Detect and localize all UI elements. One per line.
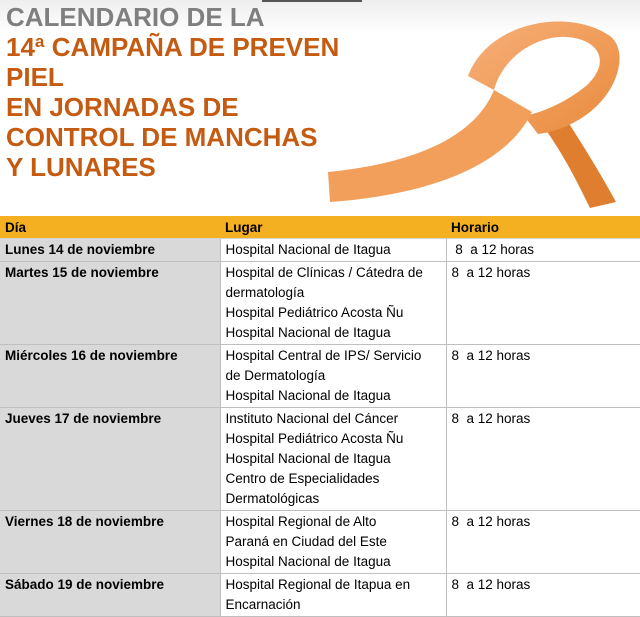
title-line: EN JORNADAS DE bbox=[6, 92, 239, 122]
table-row bbox=[0, 408, 640, 511]
table-row bbox=[0, 239, 640, 262]
day-cell: Miércoles 16 de noviembre bbox=[0, 345, 220, 408]
hours-cell: 8 a 12 horas bbox=[446, 239, 640, 262]
place-cell bbox=[220, 408, 446, 511]
place-line: Hospital Regional de Alto bbox=[225, 514, 377, 529]
place-line: Hospital Central de IPS/ Servicio bbox=[225, 348, 422, 363]
place-line: Hospital Nacional de Itagua bbox=[225, 242, 391, 257]
place-line: Dermatológicas bbox=[225, 491, 320, 506]
awareness-ribbon-icon bbox=[318, 12, 640, 212]
hours-cell: 8 a 12 horas bbox=[446, 511, 640, 574]
place-line: Hospital de Clínicas / Cátedra de bbox=[225, 265, 423, 280]
column-header-day: Día bbox=[0, 216, 220, 239]
place-cell bbox=[220, 574, 446, 617]
column-header-hours: Horario bbox=[446, 216, 640, 239]
place-line: de Dermatología bbox=[225, 368, 326, 383]
place-line: Hospital Pediátrico Acosta Ñu bbox=[225, 305, 404, 320]
title-line: PIEL bbox=[6, 62, 64, 92]
place-line: dermatología bbox=[225, 285, 305, 300]
place-line: Hospital Nacional de Itagua bbox=[225, 388, 391, 403]
table-row bbox=[0, 262, 640, 345]
ribbon-tail-left bbox=[328, 90, 532, 202]
day-cell: Viernes 18 de noviembre bbox=[0, 511, 220, 574]
day-cell: Sábado 19 de noviembre bbox=[0, 574, 220, 617]
title-line: Y LUNARES bbox=[6, 152, 156, 182]
place-line: Instituto Nacional del Cáncer bbox=[225, 411, 399, 426]
title-line: CONTROL DE MANCHAS bbox=[6, 122, 318, 152]
hours-cell: 8 a 12 horas bbox=[446, 574, 640, 617]
day-cell: Martes 15 de noviembre bbox=[0, 262, 220, 345]
place-line: Hospital Nacional de Itagua bbox=[225, 554, 391, 569]
hours-cell: 8 a 12 horas bbox=[446, 408, 640, 511]
day-cell: Lunes 14 de noviembre bbox=[0, 239, 220, 262]
place-cell bbox=[220, 262, 446, 345]
place-line: Hospital Pediátrico Acosta Ñu bbox=[225, 431, 404, 446]
table-row bbox=[0, 574, 640, 617]
hours-cell: 8 a 12 horas bbox=[446, 345, 640, 408]
title-line: CALENDARIO DE LA bbox=[6, 2, 265, 32]
table-row bbox=[0, 511, 640, 574]
place-line: Hospital Nacional de Itagua bbox=[225, 451, 391, 466]
schedule-table bbox=[0, 216, 640, 617]
place-cell bbox=[220, 239, 446, 262]
place-line: Centro de Especialidades bbox=[225, 471, 380, 486]
place-line: Encarnación bbox=[225, 597, 301, 612]
day-cell: Jueves 17 de noviembre bbox=[0, 408, 220, 511]
page-title bbox=[6, 2, 339, 182]
place-cell bbox=[220, 345, 446, 408]
table-header-row bbox=[0, 216, 640, 239]
hours-cell: 8 a 12 horas bbox=[446, 262, 640, 345]
place-cell bbox=[220, 511, 446, 574]
ribbon-tail-right bbox=[546, 122, 616, 208]
place-line: Hospital Nacional de Itagua bbox=[225, 325, 391, 340]
title-line: 14ª CAMPAÑA DE PREVEN bbox=[6, 32, 340, 62]
table-row bbox=[0, 345, 640, 408]
column-header-place: Lugar bbox=[220, 216, 446, 239]
place-line: Hospital Regional de Itapua en bbox=[225, 577, 411, 592]
place-line: Paraná en Ciudad del Este bbox=[225, 534, 387, 549]
